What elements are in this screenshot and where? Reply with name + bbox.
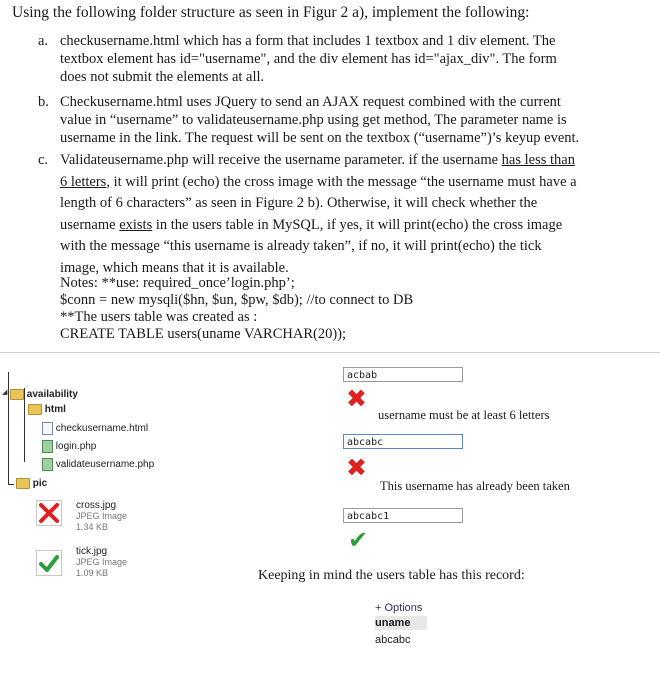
item-c-marker: c. [38, 152, 49, 168]
tick-file-size: 1.09 KB [76, 568, 109, 578]
tree-file-label: login.php [55, 441, 97, 453]
folder-icon [16, 478, 30, 489]
folder-tree [0, 360, 240, 600]
tree-file[interactable] [42, 440, 96, 453]
db-options-link[interactable]: + Options [375, 602, 423, 614]
username-input-2[interactable]: abcabc [343, 434, 463, 449]
note-line: CREATE TABLE users(uname VARCHAR(20)); [60, 326, 347, 342]
username-input-3[interactable]: abcabc1 [343, 508, 463, 523]
php-file-icon [42, 458, 53, 471]
item-b-line: Checkusername.html uses JQuery to send an AJAX request combined with the current [60, 94, 561, 110]
item-b-line: value in “username” to validateusername.php using get method, The parameter name is [60, 112, 567, 128]
tick-icon [37, 551, 61, 575]
underlined-phrase: has less than [501, 152, 575, 168]
cross-icon: ✖ [346, 384, 367, 413]
tree-root-label: availability [26, 389, 78, 401]
item-a [38, 32, 583, 86]
html-file-icon [42, 422, 53, 435]
cross-icon [37, 501, 61, 525]
tree-file[interactable] [42, 458, 154, 471]
section-divider [0, 352, 660, 353]
underlined-phrase: exists [119, 216, 153, 233]
cross-icon: ✖ [346, 453, 367, 482]
item-c-line: username exists in the users table in MySQL, if yes, it will print(echo) the cross image [60, 216, 563, 233]
item-c-line: length of 6 characters” as seen in Figure 2 b). Otherwise, it will check whether the [60, 195, 538, 211]
note-line: **The users table was created as : [60, 309, 258, 325]
note-line: $conn = new mysqli($hn, $un, $pw, $db); //to connect to DB [60, 292, 414, 308]
tick-file-type: JPEG Image [76, 557, 128, 567]
cross-file-info [76, 500, 127, 533]
tick-file-name: tick.jpg [76, 546, 108, 557]
tree-line [8, 484, 14, 485]
tick-file-info [76, 546, 127, 579]
tick-thumbnail[interactable] [36, 550, 62, 576]
php-file-icon [42, 440, 53, 453]
db-column-header[interactable]: uname [375, 616, 427, 630]
tree-file[interactable] [42, 422, 148, 435]
item-b [38, 93, 583, 147]
username-input-1[interactable]: acbab [343, 367, 463, 382]
db-cell-value: abcabc [375, 634, 411, 646]
tree-html-label: html [44, 404, 66, 416]
item-a-marker: a. [38, 33, 49, 49]
tree-html-folder[interactable] [28, 404, 66, 415]
item-b-line: username in the link. The request will be sent on the textbox (“username”)’s keyup event. [60, 130, 580, 146]
tree-file-label: checkusername.html [55, 423, 149, 435]
tree-root[interactable] [10, 389, 78, 400]
tree-line [8, 372, 9, 485]
item-a-line: does not submit the elements at all. [60, 69, 265, 85]
folder-icon [10, 389, 24, 400]
expand-arrow-icon[interactable]: ◢ [2, 389, 8, 396]
tick-icon: ✔ [348, 526, 369, 554]
table-note: Keeping in mind the users table has this record: [258, 568, 525, 583]
item-c [38, 150, 583, 279]
folder-icon [28, 404, 42, 415]
item-c-line: 6 letters, it will print (echo) the cross image with the message “the username must have a [60, 173, 577, 190]
item-c-line: Validateusername.php will receive the username parameter. if the username has less than [60, 152, 575, 168]
cross-file-name: cross.jpg [76, 500, 117, 511]
note-line: Notes: **use: required_once’login.php’; [60, 275, 295, 291]
item-c-line: image, which means that it is available. [60, 259, 289, 276]
cross-thumbnail[interactable] [36, 500, 62, 526]
message-length: username must be at least 6 letters [378, 408, 550, 422]
item-a-line: checkusername.html which has a form that includes 1 textbox and 1 div element. The [60, 33, 556, 49]
item-c-line: with the message “this username is already taken”, if no, it will print(echo) the tick [60, 238, 542, 254]
tree-file-label: validateusername.php [55, 459, 155, 471]
intro-text: Using the following folder structure as seen in Figur 2 a), implement the following: [12, 4, 530, 21]
tree-pic-folder[interactable] [16, 478, 47, 489]
tree-pic-label: pic [32, 478, 48, 490]
item-a-line: textbox element has id="username", and the div element has id="ajax_div". The form [60, 51, 557, 67]
item-b-marker: b. [38, 94, 49, 110]
cross-file-size: 1.34 KB [76, 522, 109, 532]
message-taken: This username has already been taken [380, 479, 570, 493]
notes-block [60, 275, 413, 343]
cross-file-type: JPEG Image [76, 511, 128, 521]
underlined-phrase: 6 letters [60, 173, 107, 190]
